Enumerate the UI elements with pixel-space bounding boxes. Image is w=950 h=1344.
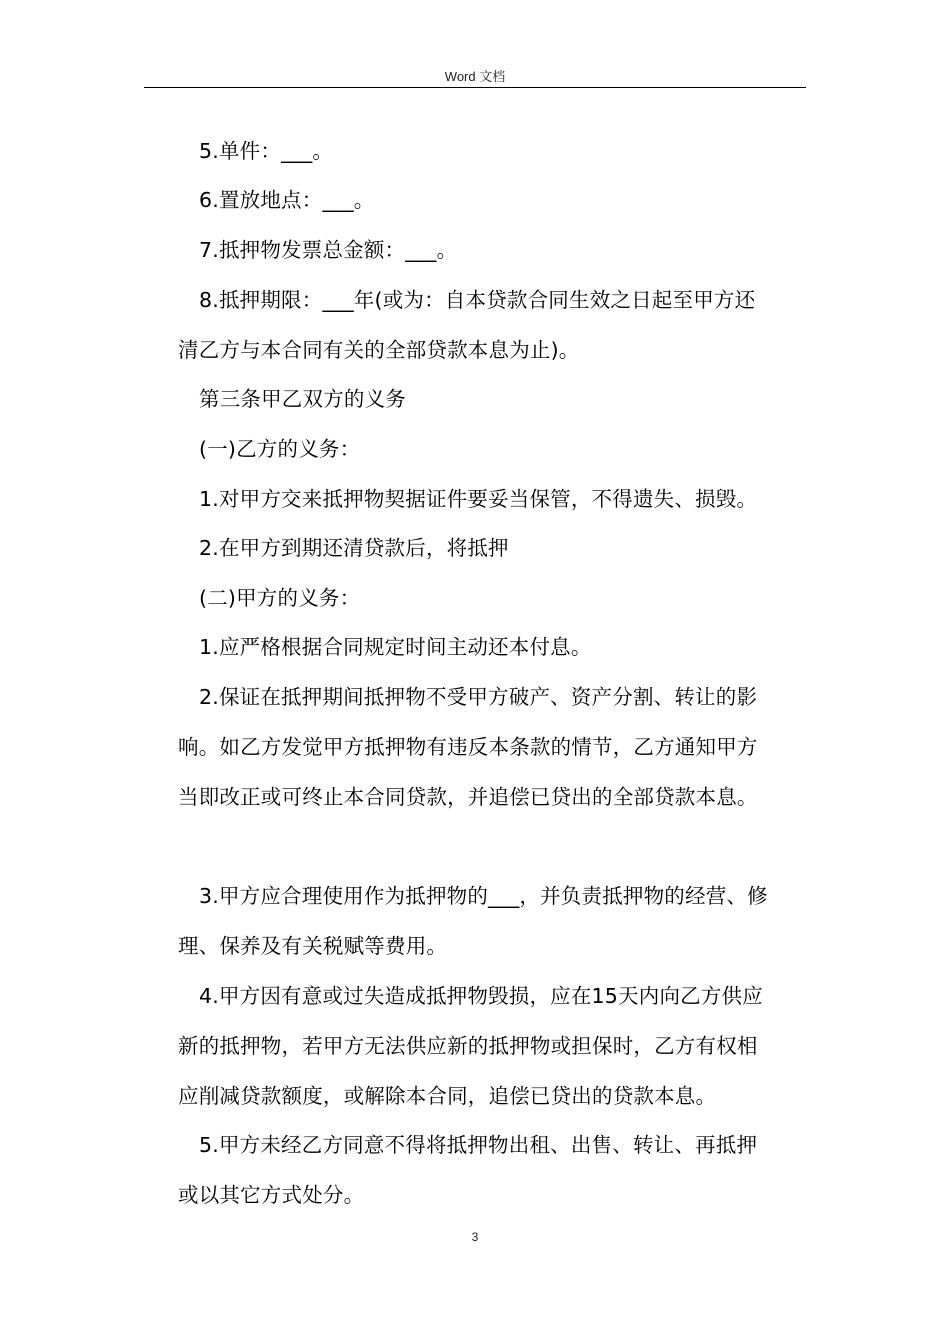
paragraph-line: 2.保证在抵押期间抵押物不受甲方破产、资产分割、转让的影 bbox=[199, 685, 758, 709]
paragraph-line: 1.对甲方交来抵押物契据证件要妥当保管，不得遗失、损毁。 bbox=[199, 487, 758, 511]
paragraph-line: 1.应严格根据合同规定时间主动还本付息。 bbox=[199, 635, 592, 659]
paragraph-line: 新的抵押物，若甲方无法供应新的抵押物或担保时，乙方有权相 bbox=[178, 1034, 758, 1058]
paragraph-line: 5.单件：___。 bbox=[199, 139, 334, 163]
paragraph-line: 4.甲方因有意或过失造成抵押物毁损，应在15天内向乙方供应 bbox=[199, 984, 763, 1008]
paragraph-line: 7.抵押物发票总金额：___。 bbox=[199, 238, 458, 262]
paragraph-line: 3.甲方应合理使用作为抵押物的___，并负责抵押物的经营、修 bbox=[199, 884, 768, 908]
paragraph-line: 应削减贷款额度，或解除本合同，追偿已贷出的贷款本息。 bbox=[178, 1084, 717, 1108]
paragraph-line: 5.甲方未经乙方同意不得将抵押物出租、出售、转让、再抵押 bbox=[199, 1133, 758, 1157]
paragraph-line: 2.在甲方到期还清贷款后，将抵押 bbox=[199, 536, 509, 560]
header-divider bbox=[144, 87, 806, 88]
paragraph-line: 当即改正或可终止本合同贷款，并追偿已贷出的全部贷款本息。 bbox=[178, 785, 758, 809]
header-title: Word 文档 bbox=[444, 69, 506, 84]
subsection-heading: (二)甲方的义务： bbox=[199, 586, 361, 610]
section-heading: 第三条甲乙双方的义务 bbox=[199, 387, 406, 411]
paragraph-line: 或以其它方式处分。 bbox=[178, 1183, 365, 1207]
paragraph-line: 6.置放地点：___。 bbox=[199, 188, 375, 212]
paragraph-line: 清乙方与本合同有关的全部贷款本息为止)。 bbox=[178, 338, 580, 362]
subsection-heading: (一)乙方的义务： bbox=[199, 437, 361, 461]
paragraph-line: 理、保养及有关税赋等费用。 bbox=[178, 934, 448, 958]
paragraph-line: 响。如乙方发觉甲方抵押物有违反本条款的情节，乙方通知甲方 bbox=[178, 735, 758, 759]
page-number: 3 bbox=[471, 1230, 479, 1244]
paragraph-line: 8.抵押期限：___年(或为：自本贷款合同生效之日起至甲方还 bbox=[199, 288, 756, 312]
